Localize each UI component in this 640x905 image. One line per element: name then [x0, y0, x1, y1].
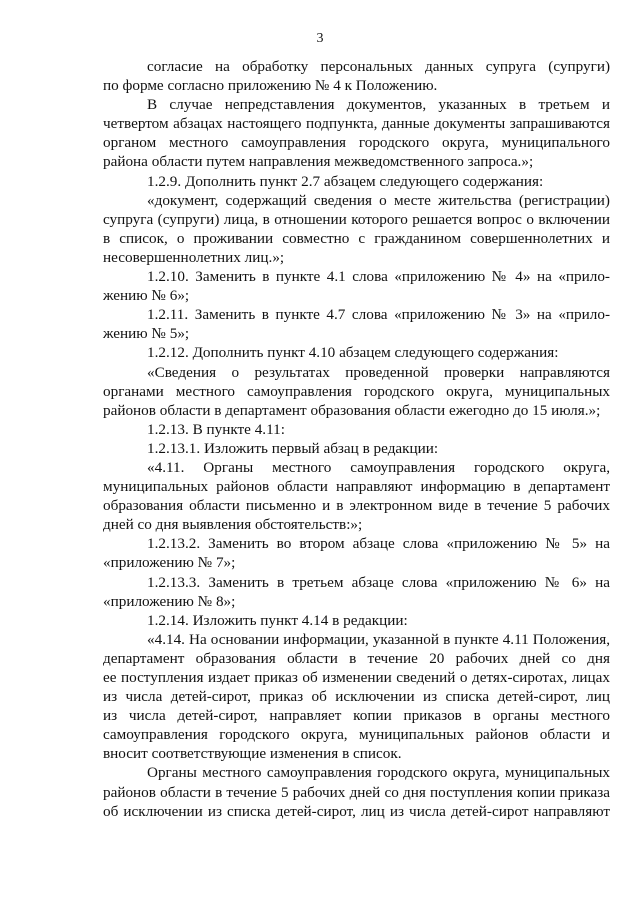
text-line: по форме согласно приложению № 4 к Положению.	[103, 77, 438, 95]
document-body	[103, 57, 610, 821]
text-line: четвертом абзацах настоящего подпункта, данные документы запрашиваются	[103, 115, 610, 133]
text-line: «Сведения о результатах проведенной проверки направляются	[147, 363, 610, 381]
text-line: 1.2.14. Изложить пункт 4.14 в редакции:	[147, 611, 408, 629]
text-line: района области путем направления межведомственного запроса.»;	[103, 153, 534, 171]
text-line: супруга (супруги) лица, в отношении которого решается вопрос о включении	[103, 210, 610, 228]
text-line: «4.11. Органы местного самоуправления городского округа,	[147, 458, 610, 476]
text-line: жению № 6»;	[103, 287, 190, 305]
text-line: дней со дня выявления обстоятельств:»;	[103, 516, 363, 534]
text-line: согласие на обработку персональных данных супруга (супруги)	[147, 58, 610, 75]
text-line: органом местного самоуправления городского округа, муниципального	[103, 134, 610, 152]
text-line: В случае непредставления документов, указанных в третьем и	[147, 96, 610, 114]
text-line: из числа детей-сирот, приказ об исключении из списка детей-сирот, лиц	[103, 688, 610, 706]
text-line: вносит соответствующие изменения в список.	[103, 745, 402, 763]
text-line: 1.2.13.3. Заменить в третьем абзаце слова «приложению № 6» на	[147, 573, 610, 591]
text-line: муниципальных районов области направляют информацию в департамент	[103, 478, 610, 496]
text-line: несовершеннолетних лиц.»;	[103, 248, 285, 266]
text-line: 1.2.9. Дополнить пункт 2.7 абзацем следующего содержания:	[147, 172, 544, 190]
text-line: об исключении из списка детей-сирот, лиц из числа детей-сирот направляют	[103, 802, 610, 820]
text-line: «приложению № 7»;	[103, 554, 236, 572]
text-line: 1.2.13.1. Изложить первый абзац в редакции:	[147, 439, 439, 457]
text-line: районов области в течение 5 рабочих дней со дня поступления копии приказа	[103, 783, 610, 801]
page-number: 3	[316, 31, 324, 46]
text-line: «документ, содержащий сведения о месте жительства (регистрации)	[147, 191, 610, 209]
text-line: ее поступления издает приказ об изменении сведений о детях-сиротах, лицах	[103, 669, 610, 686]
text-line: в список, о проживании совместно с гражданином совершеннолетних и	[103, 229, 610, 247]
text-line: районов области в департамент образования области ежегодно до 15 июля.»;	[103, 401, 601, 419]
text-line: 1.2.13.2. Заменить во втором абзаце слова «приложению № 5» на	[147, 535, 610, 553]
text-line: самоуправления городского округа, муниципальных районов области и	[103, 726, 610, 744]
text-line: образования области письменно и в электронном виде в течение 5 рабочих	[103, 497, 610, 515]
text-line: 1.2.11. Заменить в пункте 4.7 слова «приложению № 3» на «прило-	[147, 306, 610, 324]
text-line: 1.2.13. В пункте 4.11:	[147, 420, 285, 438]
text-line: из числа детей-сирот, направляет копии приказов в органы местного	[103, 707, 610, 725]
text-line: 1.2.10. Заменить в пункте 4.1 слова «приложению № 4» на «прило-	[147, 268, 610, 286]
text-line: жению № 5»;	[103, 325, 190, 343]
text-line: Органы местного самоуправления городского округа, муниципальных	[147, 764, 610, 782]
text-line: «4.14. На основании информации, указанной в пункте 4.11 Положения,	[147, 630, 610, 648]
text-line: органами местного самоуправления городского округа, муниципальных	[103, 382, 610, 400]
text-line: 1.2.12. Дополнить пункт 4.10 абзацем следующего содержания:	[147, 344, 559, 362]
text-line: департамент образования области в течение 20 рабочих дней со дня	[103, 649, 610, 667]
text-line: «приложению № 8»;	[103, 592, 236, 610]
